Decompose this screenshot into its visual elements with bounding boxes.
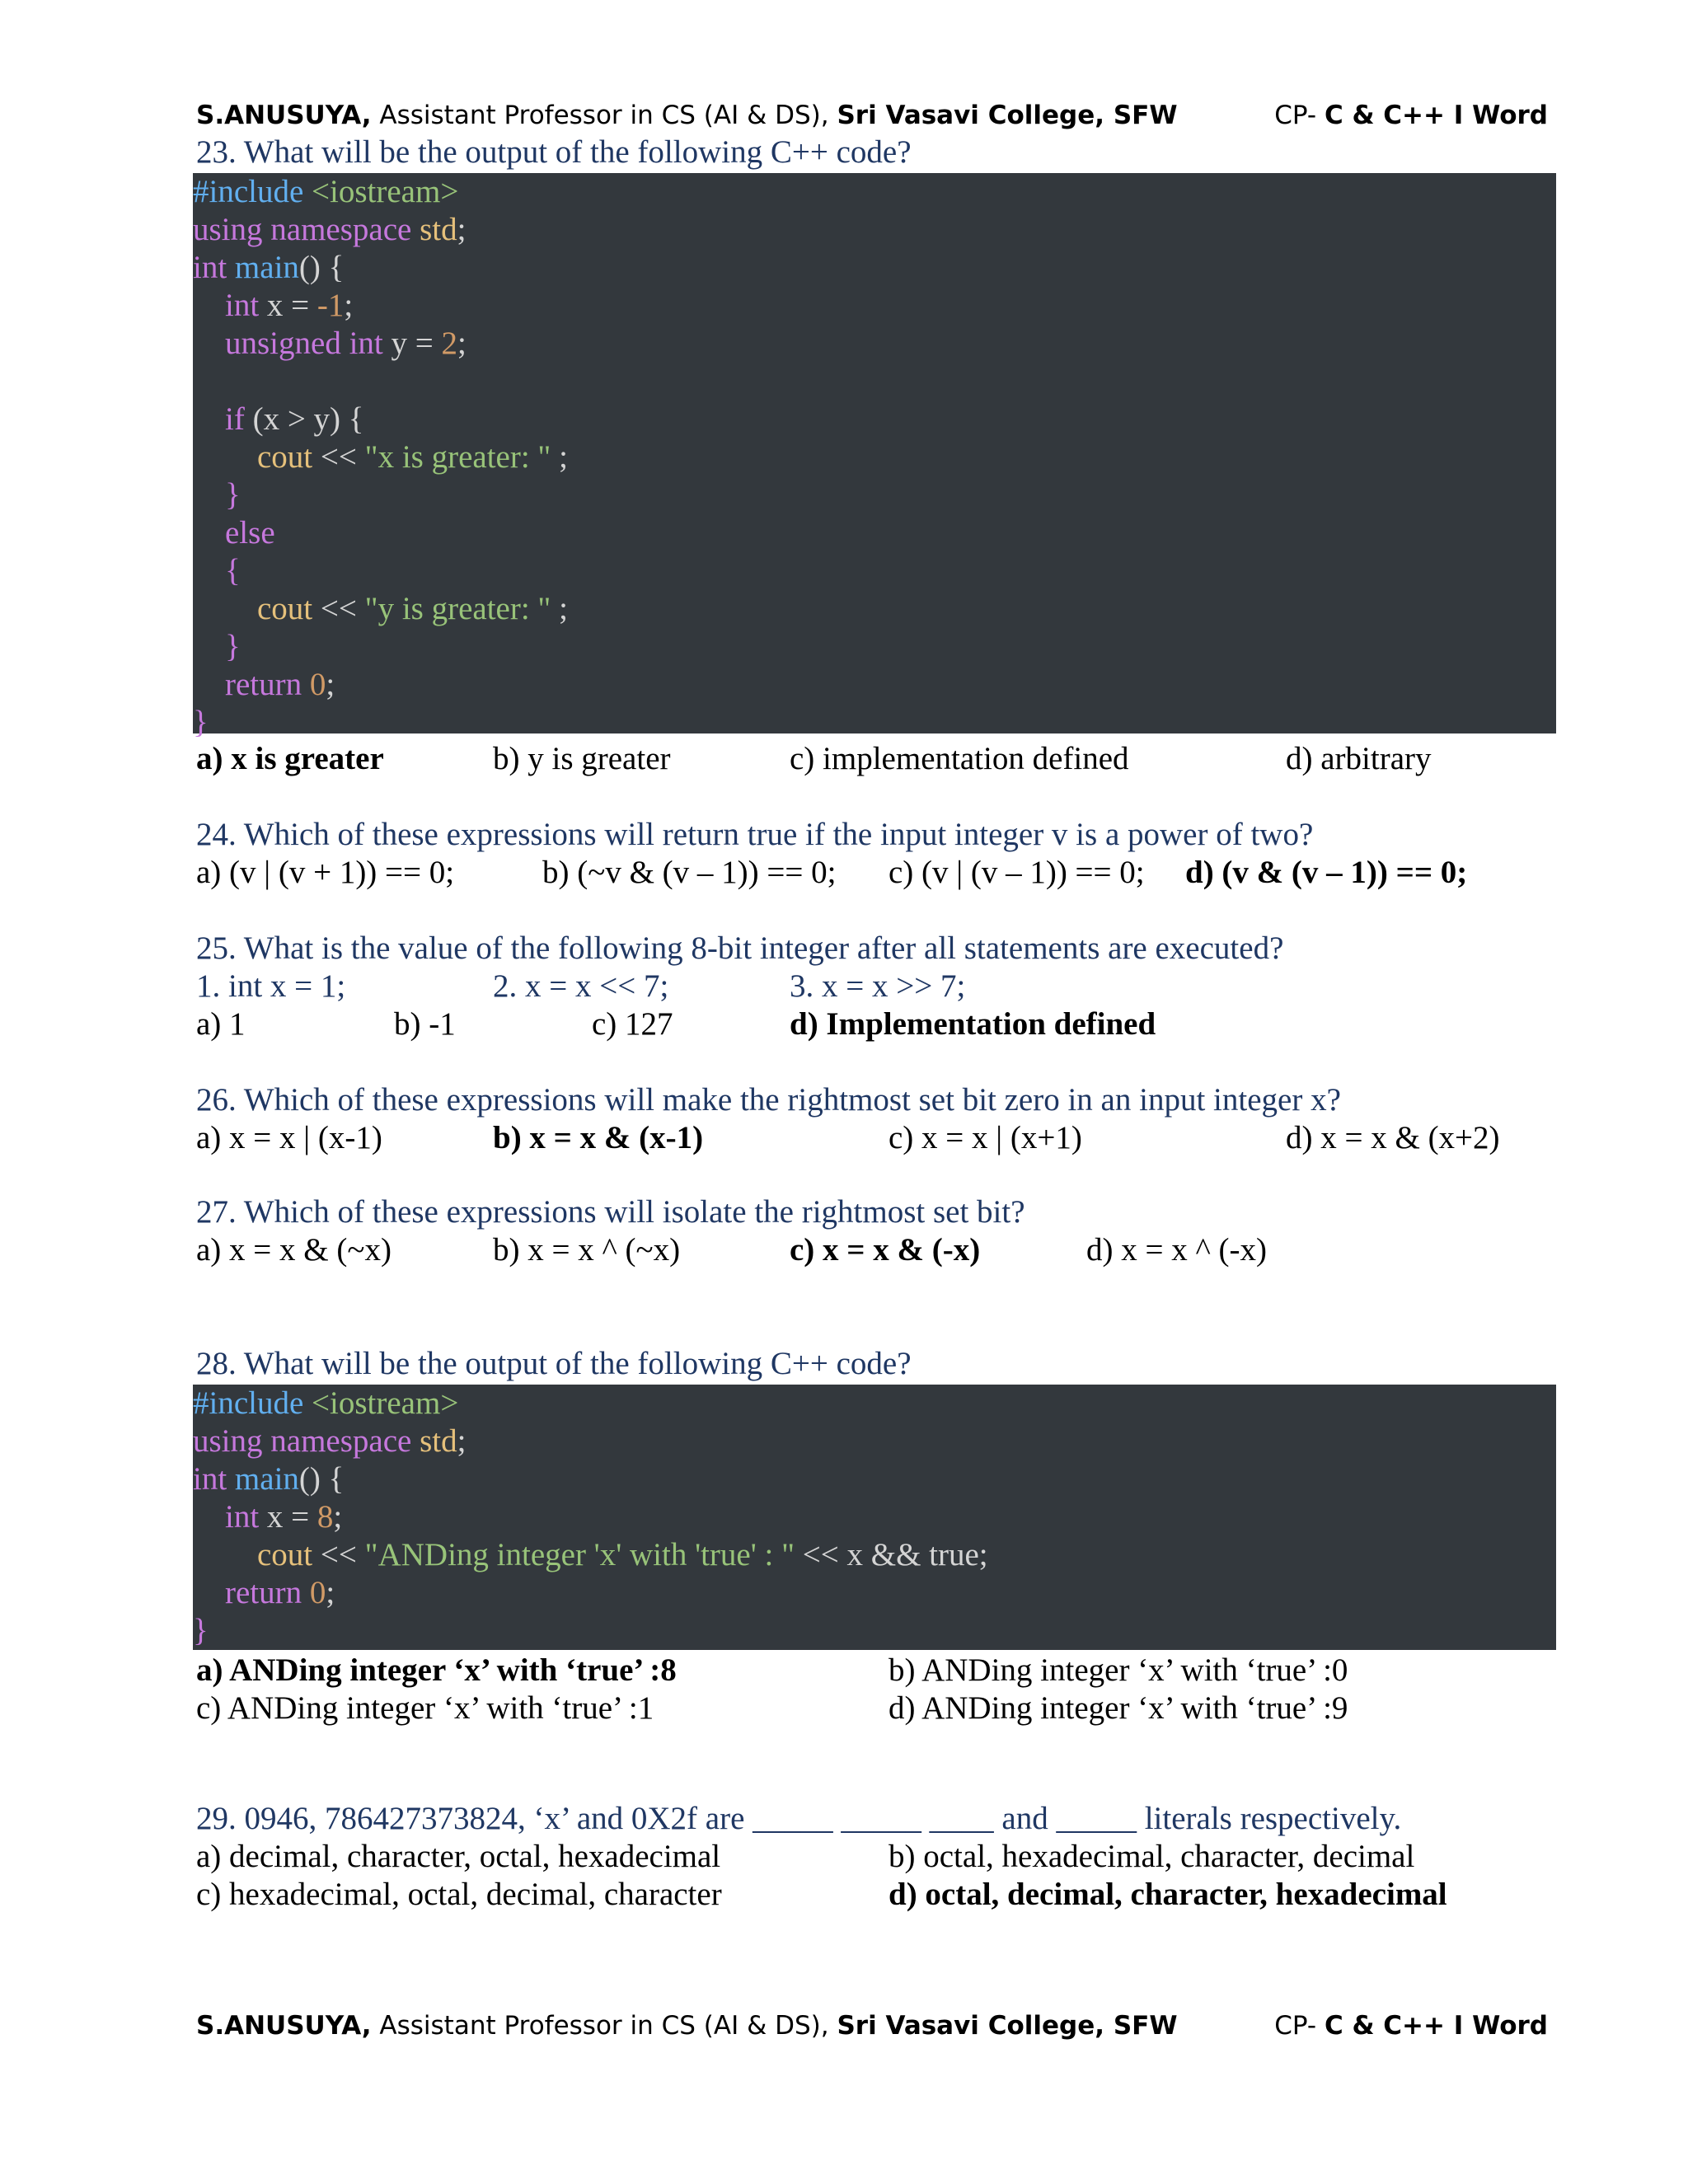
code-line: using namespace std;: [193, 212, 467, 247]
author-role: Assistant Professor in CS (AI & DS),: [371, 2011, 837, 2041]
option-d: d) x = x & (x+2): [1286, 1120, 1500, 1155]
course-name: C & C++ I Word: [1324, 101, 1548, 130]
page-footer: [196, 2011, 1548, 2041]
code-block-q23: [193, 173, 1556, 740]
question-26: 26. Which of these expressions will make the rightmost set bit zero in an input integer x?: [196, 1082, 1341, 1118]
code-line: return 0;: [225, 1575, 335, 1610]
option-b: b) octal, hexadecimal, character, decimal: [889, 1839, 1415, 1874]
option-c: c) implementation defined: [790, 741, 1129, 776]
code-line: cout << "y is greater: " ;: [257, 591, 568, 626]
code-line: }: [193, 1613, 209, 1648]
footer-left: [196, 2011, 1178, 2041]
college-name: Sri Vasavi College, SFW: [837, 2011, 1178, 2041]
code-line: using namespace std;: [193, 1423, 467, 1459]
course-name: C & C++ I Word: [1324, 2011, 1548, 2041]
option-c-correct: c) x = x & (-x): [790, 1232, 981, 1268]
page-header: [196, 101, 1548, 130]
option-d: d) ANDing integer ‘x’ with ‘true’ :9: [889, 1690, 1348, 1726]
option-c: c) hexadecimal, octal, decimal, character: [196, 1877, 722, 1912]
code-line: #include <iostream>: [193, 1385, 459, 1421]
question-23: 23. What will be the output of the following C++ code?: [196, 134, 912, 170]
option-c: c) ANDing integer ‘x’ with ‘true’ :1: [196, 1690, 654, 1726]
code-line: cout << "x is greater: " ;: [257, 439, 568, 475]
option-b: b) (~v & (v – 1)) == 0;: [542, 855, 837, 890]
code-line: int x = 8;: [225, 1499, 343, 1535]
option-a-correct: a) x is greater: [196, 741, 384, 776]
option-d-correct: d) Implementation defined: [790, 1006, 1156, 1042]
code-line: }: [225, 629, 241, 664]
code-line: int main() {: [193, 1461, 345, 1497]
option-c: c) (v | (v – 1)) == 0;: [889, 855, 1145, 890]
statement-3: 3. x = x >> 7;: [790, 968, 966, 1004]
option-b: b) y is greater: [493, 741, 671, 776]
option-a: a) (v | (v + 1)) == 0;: [196, 855, 455, 890]
question-25: 25. What is the value of the following 8-bit integer after all statements are executed?: [196, 930, 1284, 966]
college-name: Sri Vasavi College, SFW: [837, 101, 1178, 130]
header-right: [1274, 101, 1548, 130]
author-name: S.ANUSUYA,: [196, 101, 372, 130]
option-c: c) 127: [592, 1006, 673, 1042]
code-line: return 0;: [225, 667, 335, 702]
option-a: a) x = x & (~x): [196, 1232, 392, 1268]
code-line: {: [225, 553, 241, 588]
code-line: int main() {: [193, 250, 345, 285]
author-role: Assistant Professor in CS (AI & DS),: [371, 101, 837, 130]
statement-1: 1. int x = 1;: [196, 968, 346, 1004]
code-block-q28: [193, 1385, 1556, 1650]
footer-right: [1274, 2011, 1548, 2041]
option-d: d) arbitrary: [1286, 741, 1432, 776]
option-a: a) x = x | (x-1): [196, 1120, 382, 1155]
question-24: 24. Which of these expressions will return true if the input integer v is a power of two?: [196, 817, 1314, 852]
course-prefix: CP-: [1274, 101, 1325, 130]
option-b: b) -1: [394, 1006, 456, 1042]
statement-2: 2. x = x << 7;: [493, 968, 669, 1004]
header-left: [196, 101, 1178, 130]
code-line: }: [193, 705, 209, 740]
option-d: d) x = x ^ (-x): [1086, 1232, 1267, 1268]
option-b: b) x = x ^ (~x): [493, 1232, 681, 1268]
code-line: int x = -1;: [225, 288, 354, 323]
option-c: c) x = x | (x+1): [889, 1120, 1082, 1155]
option-a: a) decimal, character, octal, hexadecimal: [196, 1839, 721, 1874]
code-line: else: [225, 515, 275, 551]
code-line: }: [225, 477, 241, 513]
question-28: 28. What will be the output of the following C++ code?: [196, 1346, 912, 1381]
option-b-correct: b) x = x & (x-1): [493, 1120, 704, 1155]
option-b: b) ANDing integer ‘x’ with ‘true’ :0: [889, 1652, 1348, 1688]
code-line: [193, 363, 1556, 401]
course-prefix: CP-: [1274, 2011, 1325, 2041]
author-name: S.ANUSUYA,: [196, 2011, 372, 2041]
code-line: #include <iostream>: [193, 174, 459, 209]
code-line: if (x > y) {: [225, 401, 364, 437]
question-27: 27. Which of these expressions will isolate the rightmost set bit?: [196, 1194, 1025, 1230]
code-line: unsigned int y = 2;: [225, 326, 467, 361]
option-d-correct: d) octal, decimal, character, hexadecimal: [889, 1877, 1447, 1912]
code-line: cout << "ANDing integer 'x' with 'true' : " << x && true;: [257, 1537, 988, 1572]
option-a: a) 1: [196, 1006, 246, 1042]
question-29: 29. 0946, 786427373824, ‘x’ and 0X2f are _____ _____ ____ and _____ literals respectively.: [196, 1801, 1402, 1836]
option-d-correct: d) (v & (v – 1)) == 0;: [1185, 855, 1468, 890]
option-a-correct: a) ANDing integer ‘x’ with ‘true’ :8: [196, 1652, 677, 1688]
